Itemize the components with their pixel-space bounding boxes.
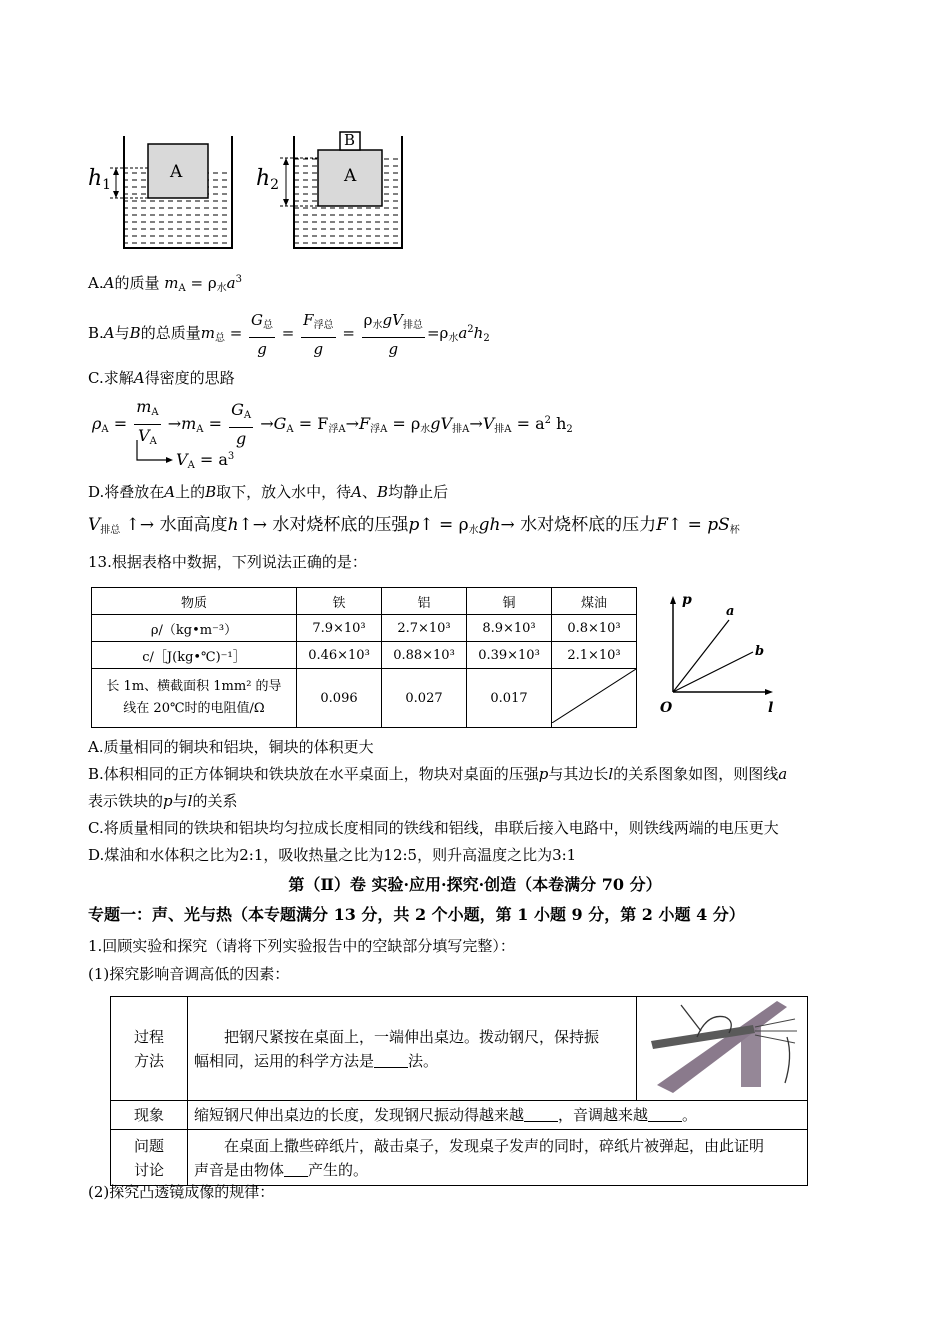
- blank-pitch[interactable]: [648, 1107, 682, 1122]
- q13-option-b-cont: 表示铁块的p与l的关系: [88, 792, 238, 810]
- option-c: C.求解A得密度的思路: [88, 369, 235, 387]
- option-d: D.将叠放在A上的B取下，放入水中，待A、B均静止后: [88, 483, 449, 501]
- blank-method[interactable]: [374, 1053, 408, 1068]
- table-row: c/［J(kg•℃)⁻¹］ 0.46×10³ 0.88×10³ 0.39×10³ 2.1×10³: [92, 642, 637, 669]
- table-row: 问题 讨论 在桌面上撒些碎纸片，敲击桌子，发现桌子发声的同时，碎纸片被弹起，由此证明 声音是由物体 产生的。: [111, 1130, 808, 1186]
- option-b: B.A与B的总质量$m_总$ = $\frac{G_总}{g}$ = $\frac{F_{浮总}}{g}$ = $\frac{\rho_水gV_{排总}}{g}$ $=\rho_水a^2h_2$: [88, 310, 490, 358]
- line-a: [673, 620, 729, 692]
- graph-p-label: p: [682, 592, 692, 608]
- block-b-label: B: [344, 131, 356, 149]
- part2-heading: 第（Ⅱ）卷 实验·应用·探究·创造（本卷满分 70 分）: [288, 875, 662, 894]
- graph-origin-label: O: [660, 700, 673, 716]
- beaker-1: [110, 136, 232, 248]
- ruler-desk-image: [637, 997, 807, 1093]
- properties-table: [91, 587, 637, 728]
- table-row: 长 1m、横截面积 1mm² 的导 线在 20℃时的电阻值/Ω 0.096 0.027 0.017: [92, 669, 637, 728]
- branch-arrow: [135, 440, 175, 464]
- q13-option-d: D.煤油和水体积之比为2:1，吸收热量之比为12:5，则升高温度之比为3:1: [88, 846, 577, 864]
- graph-l-label: l: [768, 700, 774, 716]
- blank-vibrating[interactable]: [284, 1162, 308, 1177]
- table-row: ρ/（kg•m⁻³） 7.9×10³ 2.7×10³ 8.9×10³ 0.8×10³: [92, 615, 637, 642]
- block-a-label: A: [170, 162, 183, 182]
- block-a2-label: A: [344, 166, 357, 186]
- q1-2-stem: (2)探究凸透镜成像的规律：: [88, 1183, 275, 1201]
- pressure-chain: $V_{排总}$ ↑→ 水面高度h↑→ 水对烧杯底的压强p↑ = $\rho_水gh\to$ 水对烧杯底的压力F↑ = $pS_杯$: [88, 515, 740, 536]
- q1-1-stem: (1)探究影响音调高低的因素：: [88, 965, 290, 983]
- graph-b-label: b: [755, 644, 765, 659]
- topic1-heading: 专题一：声、光与热（本专题满分 13 分，共 2 个小题，第 1 小题 9 分，第 2 小题 4 分）: [88, 905, 745, 924]
- h1-label: h1: [88, 166, 112, 193]
- empty-cell-diagonal: [552, 669, 636, 723]
- q13-stem: 13.根据表格中数据，下列说法正确的是：: [88, 553, 367, 571]
- q13-option-a: A.质量相同的铜块和铝块，铜块的体积更大: [88, 738, 374, 756]
- line-b: [673, 652, 753, 692]
- q1-stem: 1.回顾实验和探究（请将下列实验报告中的空缺部分填写完整）：: [88, 937, 515, 955]
- beaker-2: [280, 132, 402, 248]
- option-a: A.A的质量 $m_A = \rho_水a^3$: [88, 274, 242, 294]
- experiment-report-table: [110, 996, 808, 1186]
- density-chain: $\rho_A$ = $\frac{m_A}{V_A}$ $\to m_A$ = $\frac{G_A}{g}$ $\to G_A = F_{浮A}\to F_{浮A} = \rho_水gV_{排A}\to V_{排A} = a^2$ $h_2$: [92, 397, 573, 448]
- table-row: 物质 铁 铝 铜 煤油: [92, 588, 637, 615]
- beaker-figure: [86, 128, 416, 252]
- p-l-graph: [655, 590, 785, 720]
- graph-a-label: a: [726, 604, 735, 619]
- blank-vibration[interactable]: [524, 1107, 558, 1122]
- q13-option-b: B.体积相同的正方体铜块和铁块放在水平桌面上，物块对桌面的压强p与其边长l的关系图象如图，则图线a: [88, 765, 788, 783]
- h2-label: h2: [256, 166, 280, 193]
- q13-option-c: C.将质量相同的铁块和铝块均匀拉成长度相同的铁线和铝线，串联后接入电路中，则铁线两端的电压更大: [88, 819, 779, 837]
- volume-formula: $V_A = a^3$: [176, 450, 235, 471]
- table-row: 过程 方法 把钢尺紧按在桌面上，一端伸出桌边。拨动钢尺，保持振 幅相同，运用的科学方法是 法。: [111, 997, 808, 1101]
- table-row: 现象 缩短钢尺伸出桌边的长度，发现钢尺振动得越来越 ，音调越来越 。: [111, 1101, 808, 1130]
